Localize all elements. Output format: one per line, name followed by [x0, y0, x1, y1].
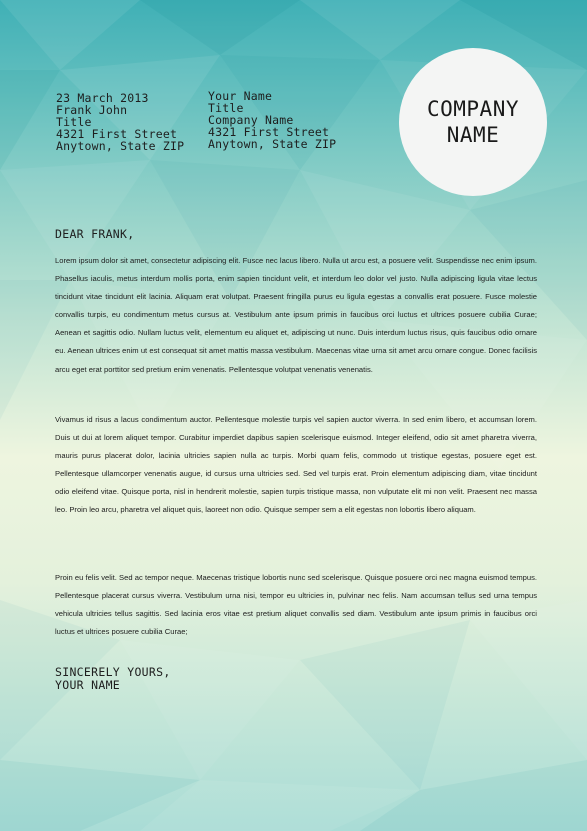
- recipient-city: Anytown, State ZIP: [208, 137, 337, 151]
- recipient-company: Company Name: [208, 113, 294, 127]
- closing-signature-name: YOUR NAME: [55, 678, 121, 692]
- body-paragraph-3: Proin eu felis velit. Sed ac tempor neque. Maecenas tristique lobortis nunc sed scelerisque. Quisque posuere orci nec magna euismod tempus. Pellentesque placerat cursus viverra. Vestibulum urna nisi, tempor eu ultricies in, pulvinar nec felis. Nam accumsan tellus sed urna tempus vehicula ultricies tellus sagittis. Sed lacinia eros vitae est pretium aliquet convallis sed diam. Vestibulum ante ipsum primis in faucibus orci luctus et ultrices posuere cubilia Curae;: [55, 573, 537, 637]
- closing-phrase: SINCERELY YOURS,: [55, 665, 171, 679]
- company-logo: [399, 48, 547, 196]
- body-paragraph-2: Vivamus id risus a lacus condimentum auctor. Pellentesque molestie turpis vel sapien auctor viverra. In sed enim libero, et accumsan lorem. Duis ut dui at lorem aliquet tempor. Curabitur imperdiet dapibus sapien scelerisque euismod. Integer eleifend, odio sit amet pharetra viverra, mauris purus placerat dolor, lacinia ultricies sapien nulla ac turpis. Morbi quam felis, commodo ut tristique egestas, posuere eget est. Pellentesque ullamcorper venenatis augue, id cursus urna ultricies sed. Sed vel turpis erat. Proin elementum adipiscing diam, vitae tincidunt odio eleifend vitae. Quisque porta, nisl in hendrerit molestie, sapien turpis tristique massa, non vulputate elit mi non velit. Praesent nec massa leo. Proin leo arcu, pharetra vel aliquet quis, laoreet non odio. Quisque semper sem a elit egestas non lobortis libero aliquam.: [55, 415, 537, 515]
- company-name-line1: COMPANY: [426, 97, 519, 121]
- sender-title: Title: [56, 115, 92, 129]
- letter-date: 23 March 2013: [56, 91, 149, 105]
- recipient-title: Title: [208, 101, 244, 115]
- salutation: DEAR FRANK,: [55, 227, 135, 241]
- company-name-line2: NAME: [446, 123, 500, 147]
- sender-street: 4321 First Street: [56, 127, 178, 141]
- recipient-street: 4321 First Street: [208, 125, 330, 139]
- sender-address-block: [56, 92, 184, 152]
- body-paragraph-1: Lorem ipsum dolor sit amet, consectetur adipiscing elit. Fusce nec lacus libero. Nulla ut arcu est, a posuere velit. Suspendisse nec enim ipsum. Phasellus iaculis, metus interdum mollis porta, enim sapien tincidunt velit, et interdum leo dolor vel justo. Nulla adipiscing ligula vitae lectus tincidunt vitae tincidunt elit lacinia. Aliquam erat volutpat. Praesent fringilla purus eu ligula egestas a convallis erat posuere. Fusce molestie convallis turpis, eu condimentum metus cursus at. Vestibulum ante ipsum primis in faucibus orci luctus et ultrices posuere cubilia Curae; Aenean et sagittis odio. Nullam luctus velit, elementum eu aliquet et, adipiscing ut nunc. Duis interdum luctus risus, quis faucibus odio ornare eu. Aenean ultrices enim ut est consequat sit amet mattis massa vestibulum. Maecenas vitae urna sit amet arcu ornare congue. Donec facilisis arcu eget erat porttitor sed pretium enim venenatis. Pellentesque volutpat venenatis venenatis.: [55, 256, 537, 374]
- recipient-address-block: [208, 90, 336, 150]
- sender-name: Frank John: [56, 103, 128, 117]
- sender-city: Anytown, State ZIP: [56, 139, 185, 153]
- recipient-name: Your Name: [208, 89, 273, 103]
- closing-block: [55, 666, 171, 692]
